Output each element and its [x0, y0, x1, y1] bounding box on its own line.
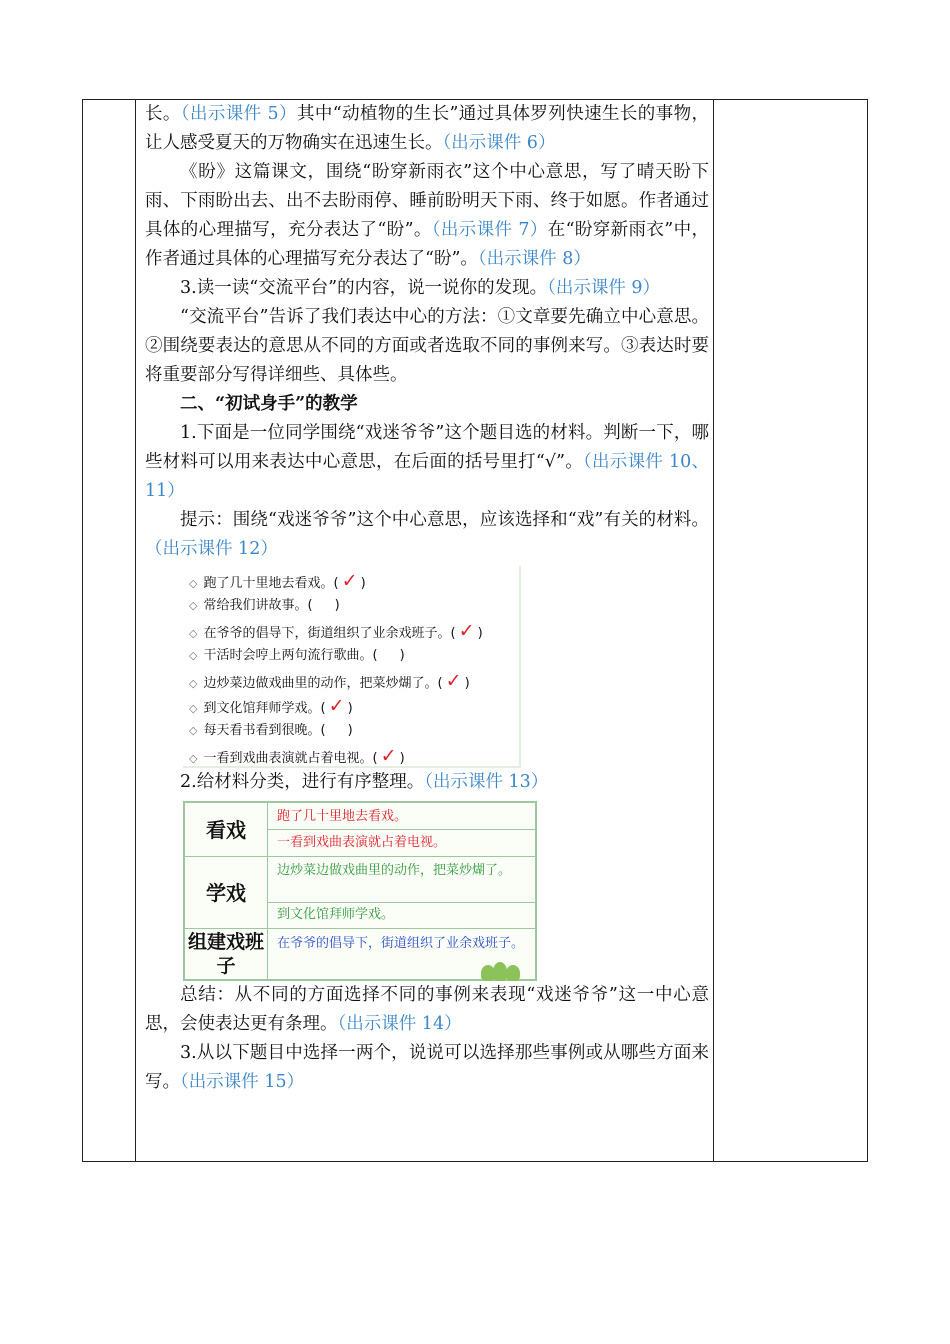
diamond-bullet-icon: ◇ — [189, 599, 198, 612]
paragraph-5: 1.下面是一位同学围绕“戏迷爷爷”这个题目选的材料。判断一下，哪些材料可以用来表达中心意思，在后面的括号里打“√”。（出示课件 10、11） — [145, 423, 709, 501]
diamond-bullet-icon: ◇ — [189, 752, 198, 765]
checklist-item: ◇ 每天看书看到很晚。( ) — [189, 723, 353, 738]
diamond-bullet-icon: ◇ — [189, 577, 198, 590]
checklist-item: ◇ 跑了几十里地去看戏。( ✓ ) — [189, 570, 366, 592]
column-divider-1 — [135, 100, 136, 1161]
check-mark-icon: ✓ — [380, 745, 397, 767]
category-item: 边炒菜边做戏曲里的动作，把菜炒煳了。 — [277, 863, 512, 878]
courseware-ref: （出示课件 8） — [477, 249, 591, 269]
checklist-item: ◇ 边炒菜边做戏曲里的动作，把菜炒煳了。( ✓ ) — [189, 670, 470, 692]
checklist-item: ◇ 干活时会哼上两句流行歌曲。( ) — [189, 648, 405, 663]
paragraph-2: 《盼》这篇课文，围绕“盼穿新雨衣”这个中心意思，写了晴天盼下雨、下雨盼出去、出不去盼雨停、睡前盼明天下雨、终于如愿。作者通过具体的心理描写，充分表达了“盼”。（出示课件 7）在“盼穿新雨衣”中，作者通过具体的心理描写充分表达了“盼”。（出示课件 8） — [145, 162, 709, 269]
diamond-bullet-icon: ◇ — [189, 627, 198, 640]
courseware-ref: （出示课件 14） — [337, 1014, 462, 1034]
row-divider — [267, 829, 535, 830]
paragraph-6: 提示：围绕“戏迷爷爷”这个中心意思，应该选择和“戏”有关的材料。（出示课件 12） — [145, 510, 709, 559]
category-label: 组建戏班子 — [185, 929, 268, 979]
column-divider-2 — [713, 100, 714, 1161]
category-item: 一看到戏曲表演就占着电视。 — [277, 835, 447, 850]
checklist-item: ◇ 到文化馆拜师学戏。( ✓ ) — [189, 695, 353, 717]
paragraph-3: 3.读一读“交流平台”的内容，说一说你的发现。（出示课件 9） — [180, 278, 661, 298]
courseware-ref: （出示课件 9） — [547, 278, 661, 298]
courseware-ref: （出示课件 5） — [180, 104, 297, 124]
checklist-item: ◇ 一看到戏曲表演就占着电视。( ✓ ) — [189, 745, 405, 767]
check-mark-icon: ✓ — [341, 570, 358, 592]
tree-decoration-icon — [506, 965, 520, 981]
section-heading: 二、“初试身手”的教学 — [180, 394, 358, 414]
diamond-bullet-icon: ◇ — [189, 702, 198, 715]
diamond-bullet-icon: ◇ — [189, 649, 198, 662]
paragraph-1: 长。（出示课件 5）其中“动植物的生长”通过具体罗列快速生长的事物，让人感受夏天的万物确实在迅速生长。（出示课件 6） — [145, 104, 709, 153]
courseware-ref: （出示课件 13） — [424, 772, 549, 792]
courseware-ref: （出示课件 10、11） — [145, 452, 709, 501]
courseware-ref: （出示课件 12） — [145, 539, 278, 559]
paragraph-8: 总结：从不同的方面选择不同的事例来表现“戏迷爷爷”这一中心意思，会使表达更有条理。（出示课件 14） — [145, 985, 709, 1034]
paragraph-7: 2.给材料分类，进行有序整理。（出示课件 13） — [180, 772, 549, 792]
category-item: 到文化馆拜师学戏。 — [277, 907, 395, 922]
tree-decoration-icon — [493, 962, 507, 981]
checklist-item: ◇ 在爷爷的倡导下，街道组织了业余戏班子。( ✓ ) — [189, 620, 483, 642]
teaching-content — [145, 100, 709, 1097]
check-mark-icon: ✓ — [458, 620, 475, 642]
lesson-table — [82, 99, 868, 1162]
check-mark-icon: ✓ — [445, 670, 462, 692]
check-mark-icon: ✓ — [328, 695, 345, 717]
courseware-ref: （出示课件 15） — [180, 1072, 305, 1092]
material-classification-image — [183, 801, 537, 981]
paragraph-4: “交流平台”告诉了我们表达中心的方法：①文章要先确立中心意思。②围绕要表达的意思从不同的方面或者选取不同的事例来写。③表达时要将重要部分写得详细些、具体些。 — [145, 307, 709, 385]
category-item: 在爷爷的倡导下，街道组织了业余戏班子。 — [277, 936, 525, 951]
paragraph-9: 3.从以下题目中选择一两个，说说可以选择那些事例或从哪些方面来写。（出示课件 15） — [145, 1043, 709, 1092]
category-label: 学戏 — [185, 857, 268, 928]
category-item: 跑了几十里地去看戏。 — [277, 809, 408, 824]
category-label: 看戏 — [185, 803, 268, 856]
diamond-bullet-icon: ◇ — [189, 724, 198, 737]
courseware-ref: （出示课件 6） — [442, 133, 556, 153]
diamond-bullet-icon: ◇ — [189, 677, 198, 690]
courseware-ref: （出示课件 7） — [431, 220, 548, 240]
row-divider — [267, 902, 535, 903]
material-checklist-image — [183, 566, 521, 768]
checklist-item: ◇ 常给我们讲故事。( ) — [189, 598, 340, 613]
